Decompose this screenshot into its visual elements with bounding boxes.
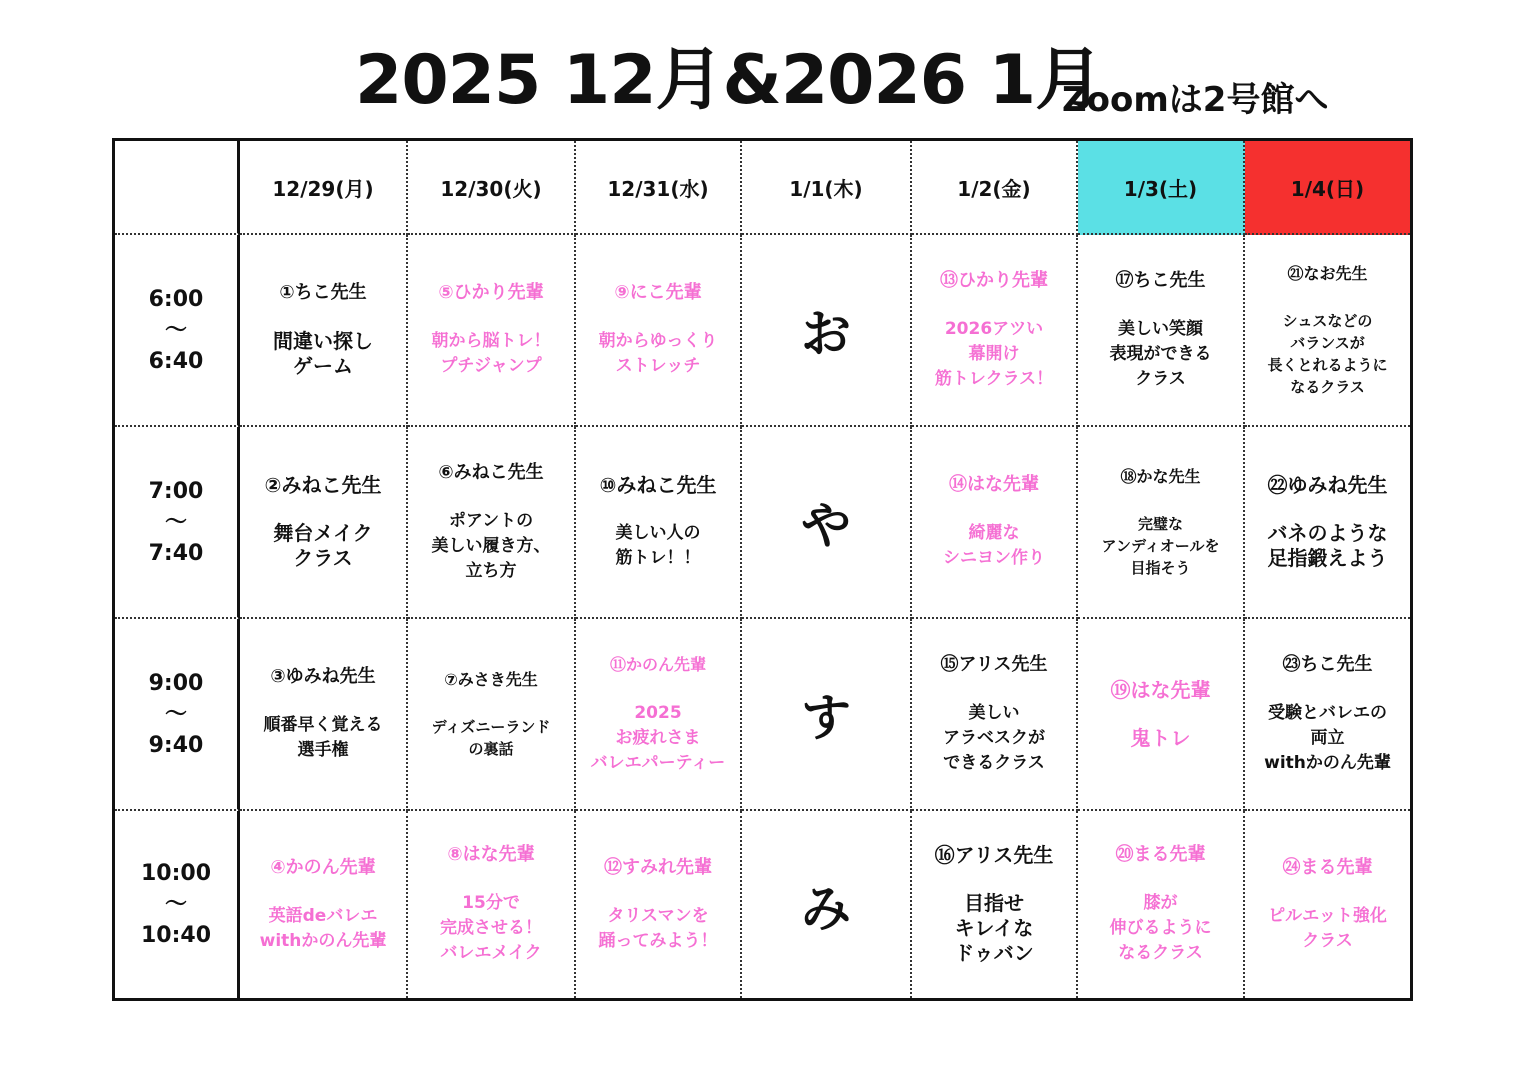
- page-title: 2025 12月&2026 1月: [355, 41, 1103, 120]
- class-cell: [1078, 235, 1245, 427]
- class-teacher: ⑰ちこ先生: [1115, 269, 1206, 291]
- class-cell: [240, 811, 408, 998]
- class-title: 完璧な アンディオールを 目指そう: [1101, 515, 1220, 577]
- class-cell: [1245, 811, 1410, 998]
- class-title: ピルエット強化 クラス: [1268, 905, 1387, 951]
- time-end: 9:40: [148, 732, 204, 758]
- time-separator: 〜: [164, 892, 187, 917]
- class-teacher: ⑩みねこ先生: [599, 473, 717, 497]
- class-teacher: ㉔まる先輩: [1282, 856, 1373, 878]
- day-header-0104: 1/4(日): [1245, 141, 1410, 235]
- class-title: シュスなどの バランスが 長くとれるように なるクラス: [1267, 312, 1388, 396]
- class-cell: [912, 811, 1078, 998]
- time-end: 6:40: [148, 348, 204, 374]
- class-teacher: ⑪かのん先輩: [609, 654, 706, 674]
- class-teacher: ⑮アリス先生: [940, 653, 1048, 675]
- class-cell: [408, 427, 576, 619]
- class-cell: [408, 811, 576, 998]
- class-title: 鬼トレ: [1130, 725, 1191, 750]
- holiday-char-2: や: [742, 427, 912, 619]
- class-teacher: ⑲はな先輩: [1110, 677, 1211, 702]
- time-start: 6:00: [148, 286, 204, 312]
- class-title: 膝が 伸びるように なるクラス: [1109, 893, 1212, 963]
- class-teacher: ⑥みねこ先生: [438, 461, 544, 483]
- time-separator: 〜: [164, 701, 187, 727]
- holiday-char-1: お: [742, 235, 912, 427]
- class-title: 朝から脳トレ！ プチジャンプ: [431, 331, 551, 376]
- class-cell: [1078, 811, 1245, 998]
- day-header-0103: 1/3(土): [1078, 141, 1245, 235]
- class-title: 綺麗な シニヨン作り: [943, 523, 1045, 568]
- holiday-char-4: み: [742, 811, 912, 998]
- class-title: 目指せ キレイな ドゥバン: [954, 891, 1034, 965]
- class-title: 美しい人の 筋トレ！！: [615, 523, 701, 568]
- class-cell: [1245, 235, 1410, 427]
- class-teacher: ⑱かな先生: [1120, 467, 1201, 486]
- class-title: 舞台メイク クラス: [273, 521, 373, 570]
- time-start: 7:00: [148, 478, 204, 504]
- corner-cell: [115, 141, 240, 235]
- class-teacher: ⑬ひかり先輩: [940, 269, 1048, 291]
- class-teacher: ⑯アリス先生: [934, 843, 1054, 867]
- class-teacher: ⑳まる先輩: [1115, 844, 1206, 865]
- day-header-1230: 12/30(火): [408, 141, 576, 235]
- class-title: 2025 お疲れさま バレエパーティー: [590, 702, 726, 773]
- class-cell: [576, 811, 742, 998]
- class-title: 15分で 完成させる！ バレエメイク: [440, 893, 542, 963]
- class-title: ポアントの 美しい履き方、 立ち方: [431, 510, 551, 581]
- class-cell: [576, 619, 742, 811]
- class-cell: [240, 619, 408, 811]
- time-start: 9:00: [148, 670, 204, 696]
- time-slot-2: [115, 427, 240, 619]
- class-cell: [240, 235, 408, 427]
- class-cell: [1245, 427, 1410, 619]
- class-teacher: ⑧はな先輩: [447, 844, 535, 865]
- holiday-char-3: す: [742, 619, 912, 811]
- time-end: 10:40: [140, 923, 212, 948]
- class-cell: [1245, 619, 1410, 811]
- class-cell: [240, 427, 408, 619]
- class-teacher: ②みねこ先生: [264, 473, 382, 497]
- class-cell: [1078, 427, 1245, 619]
- class-teacher: ⑫すみれ先輩: [604, 856, 712, 878]
- time-separator: 〜: [164, 509, 187, 535]
- class-teacher: ④かのん先輩: [270, 856, 376, 878]
- day-header-1231: 12/31(水): [576, 141, 742, 235]
- class-teacher: ㉑なお先生: [1287, 264, 1368, 283]
- class-title: バネのような 足指鍛えよう: [1267, 521, 1388, 570]
- time-slot-4: [115, 811, 240, 998]
- class-teacher: ⑨にこ先輩: [614, 282, 702, 303]
- time-slot-1: [115, 235, 240, 427]
- class-title: 美しい アラベスクが できるクラス: [943, 702, 1045, 773]
- class-cell: [912, 235, 1078, 427]
- day-header-0102: 1/2(金): [912, 141, 1078, 235]
- class-teacher: ⑤ひかり先輩: [438, 282, 544, 303]
- class-teacher: ⑭はな先輩: [949, 474, 1039, 495]
- class-cell: [912, 619, 1078, 811]
- class-title: 間違い探し ゲーム: [273, 329, 373, 378]
- time-slot-3: [115, 619, 240, 811]
- class-title: 受験とバレエの 両立 withかのん先輩: [1264, 702, 1391, 773]
- class-title: 順番早く覚える 選手権: [263, 715, 383, 760]
- class-teacher: ㉒ゆみね先生: [1267, 473, 1388, 497]
- class-teacher: ⑦みさき先生: [444, 670, 538, 689]
- day-header-1229: 12/29(月): [240, 141, 408, 235]
- class-teacher: ①ちこ先生: [279, 282, 367, 303]
- schedule-table: [112, 138, 1413, 1001]
- class-cell: [576, 235, 742, 427]
- day-header-0101: 1/1(木): [742, 141, 912, 235]
- class-title: タリスマンを 踊ってみよう！: [598, 905, 718, 951]
- class-title: 朝からゆっくり ストレッチ: [598, 331, 718, 376]
- zoom-note: Zoomは2号館へ: [1062, 80, 1329, 120]
- class-cell: [408, 235, 576, 427]
- class-title: 英語deバレエ withかのん先輩: [259, 905, 387, 951]
- class-teacher: ③ゆみね先生: [270, 666, 376, 687]
- class-cell: [912, 427, 1078, 619]
- class-title: ディズニーランド の裏話: [431, 718, 551, 758]
- class-cell: [1078, 619, 1245, 811]
- class-cell: [576, 427, 742, 619]
- class-title: 美しい笑顔 表現ができる クラス: [1109, 318, 1212, 389]
- time-start: 10:00: [140, 861, 212, 886]
- class-title: 2026アツい 幕開け 筋トレクラス！: [934, 318, 1054, 389]
- time-end: 7:40: [148, 540, 204, 566]
- class-teacher: ㉓ちこ先生: [1282, 653, 1373, 675]
- class-cell: [408, 619, 576, 811]
- time-separator: 〜: [164, 317, 187, 343]
